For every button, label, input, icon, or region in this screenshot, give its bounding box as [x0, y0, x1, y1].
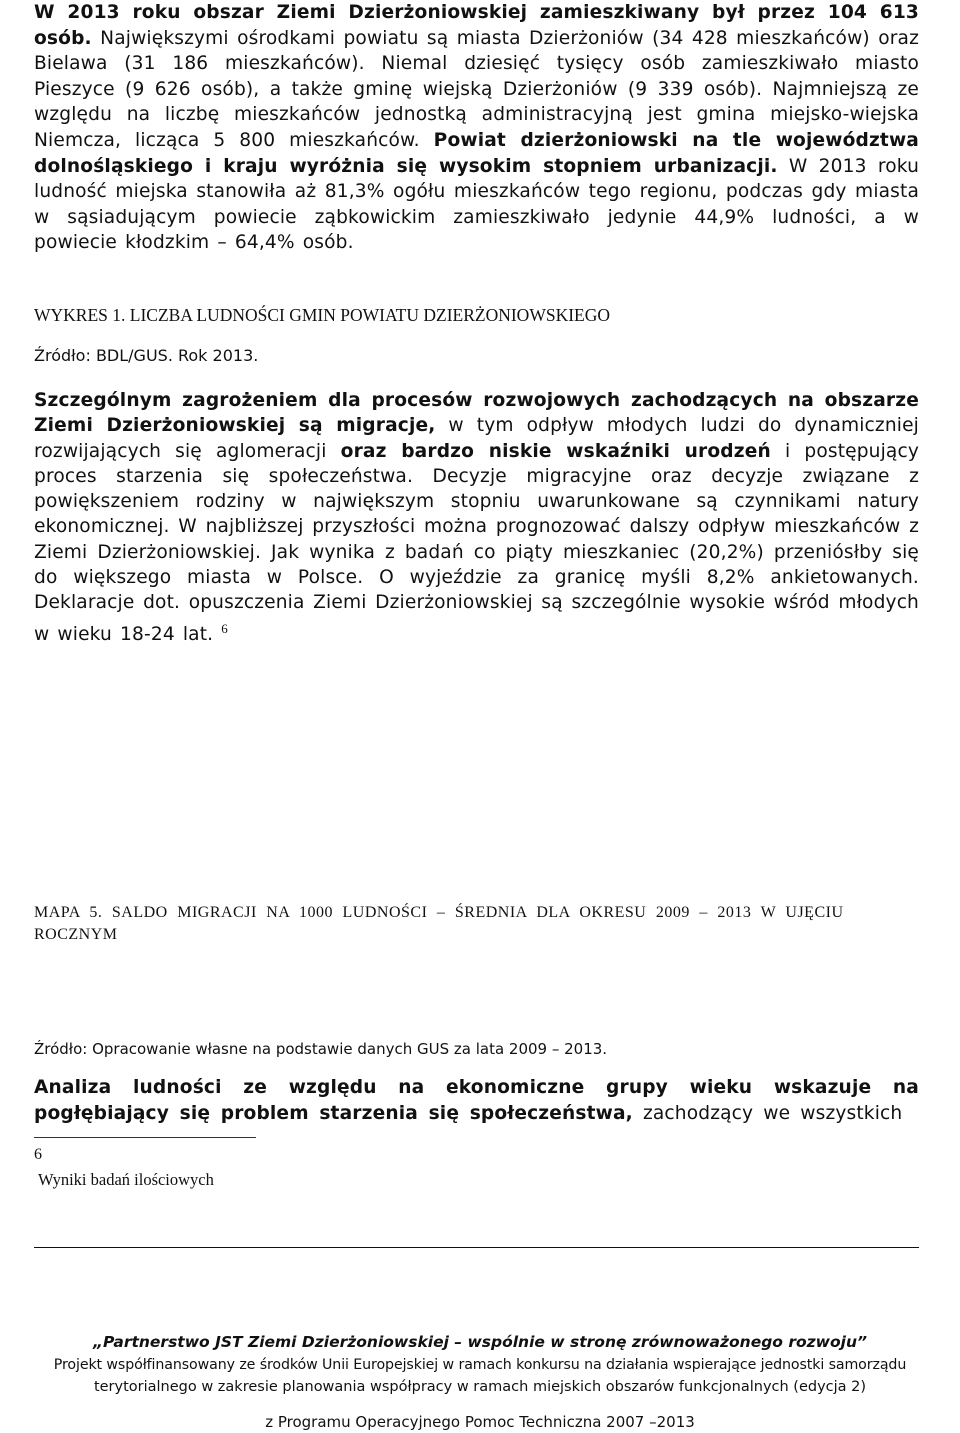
- urbanization-highlight-text: Powiat dzierżoniowski na tle województwa dolnośląskiego i kraju wyróżnia się wysokim stopniem urbanizacji.: [34, 129, 919, 177]
- birth-rate-text: oraz bardzo niskie wskaźniki urodzeń: [340, 440, 771, 462]
- footer-divider: [34, 1247, 919, 1248]
- footer-scope-line: terytorialnego w zakresie planowania współpracy w ramach miejskich obszarów funkcjonalnych (edycja 2): [93, 1379, 867, 1395]
- map-source: Źródło: Opracowanie własne na podstawie danych GUS za lata 2009 – 2013.: [34, 1040, 608, 1058]
- chart-source: Źródło: BDL/GUS. Rok 2013.: [34, 346, 259, 365]
- paragraph-migration: [34, 388, 919, 647]
- migration-details-text: i postępujący proces starzenia się społeczeństwa. Decyzje migracyjne oraz decyzje związane z powiększeniem rodziny w największym stopniu uwarunkowane są czynnikami natury ekonomicznej. W najbliższej przyszłości można prognozować dalszy odpływ mieszkańców z Ziemi Dzierżoniowskiej. Jak wynika z badań co piąty mieszkaniec (20,2%) przeniósłby się do większego miasta w Polsce. O wyjeździe za granicę myśli 8,2% ankietowanych. Deklaracje dot. opuszczenia Ziemi Dzierżoniowskiej są szczególnie wysokie wśród młodych w wieku 18-24 lat.: [34, 440, 919, 645]
- footer-program-line: z Programu Operacyjnego Pomoc Techniczna 2007 –2013: [265, 1413, 695, 1431]
- migration-threat-text: Szczególnym zagrożeniem dla procesów rozwojowych zachodzących na obszarze Ziemi Dzierżoniowskiej są migracje,: [34, 390, 919, 437]
- chart-caption: WYKRES 1. LICZBA LUDNOŚCI GMIN POWIATU DZIERŻONIOWSKIEGO: [34, 305, 610, 325]
- footnote-number: 6: [34, 1146, 42, 1163]
- population-total-text: W 2013 roku obszar Ziemi Dzierżoniowskiej zamieszkiwany był przez 104 613 osób.: [34, 2, 919, 49]
- paragraph-age-groups: [34, 1075, 919, 1126]
- footer-project-title: „Partnerstwo JST Ziemi Dzierżoniowskiej – wspólnie w stronę zrównoważonego rozwoju”: [93, 1333, 867, 1351]
- migration-youth-text: w tym odpływ młodych ludzi do dynamiczniej rozwijających się aglomeracji: [34, 415, 919, 462]
- footnote-ref[interactable]: 6: [221, 620, 228, 636]
- footer-cofinancing-line: Projekt współfinansowany ze środków Unii Europejskiej w ramach konkursu na działania wspierające jednostki samorządu: [53, 1357, 907, 1373]
- population-cities-text: Największymi ośrodkami powiatu są miasta Dzierżoniów (34 428 mieszkańców) oraz Bielawa (31 186 mieszkańców). Niemal dziesięć tysięcy osób zamieszkiwało miasto Pieszyce (9 626 osób), a także gminę wiejską Dzierżoniów (9 339 osób). Najmniejszą ze względu na liczbę mieszkańców jednostką administracyjną jest gmina miejsko-wiejska Niemcza, licząca 5 800 mieszkańców.: [34, 27, 919, 151]
- map-caption: MAPA 5. SALDO MIGRACJI NA 1000 LUDNOŚCI – ŚREDNIA DLA OKRESU 2009 – 2013 W UJĘCIU ROCZNYM: [34, 904, 844, 943]
- age-analysis-continued-text: zachodzący we wszystkich: [632, 1102, 903, 1124]
- age-analysis-text: Analiza ludności ze względu na ekonomiczne grupy wieku wskazuje na pogłębiający się problem starzenia się społeczeństwa,: [34, 1077, 919, 1124]
- paragraph-population: [34, 0, 919, 256]
- footnote-divider: [34, 1137, 256, 1138]
- urbanization-details-text: W 2013 roku ludność miejska stanowiła aż 81,3% ogółu mieszkańców tego regionu, podczas gdy miasta w sąsiadującym powiecie ząbkowickim zamieszkiwało jedynie 44,9% ludności, a w powiecie kłodzkim – 64,4% osób.: [34, 155, 920, 254]
- footnote-text: Wyniki badań ilościowych: [38, 1170, 214, 1189]
